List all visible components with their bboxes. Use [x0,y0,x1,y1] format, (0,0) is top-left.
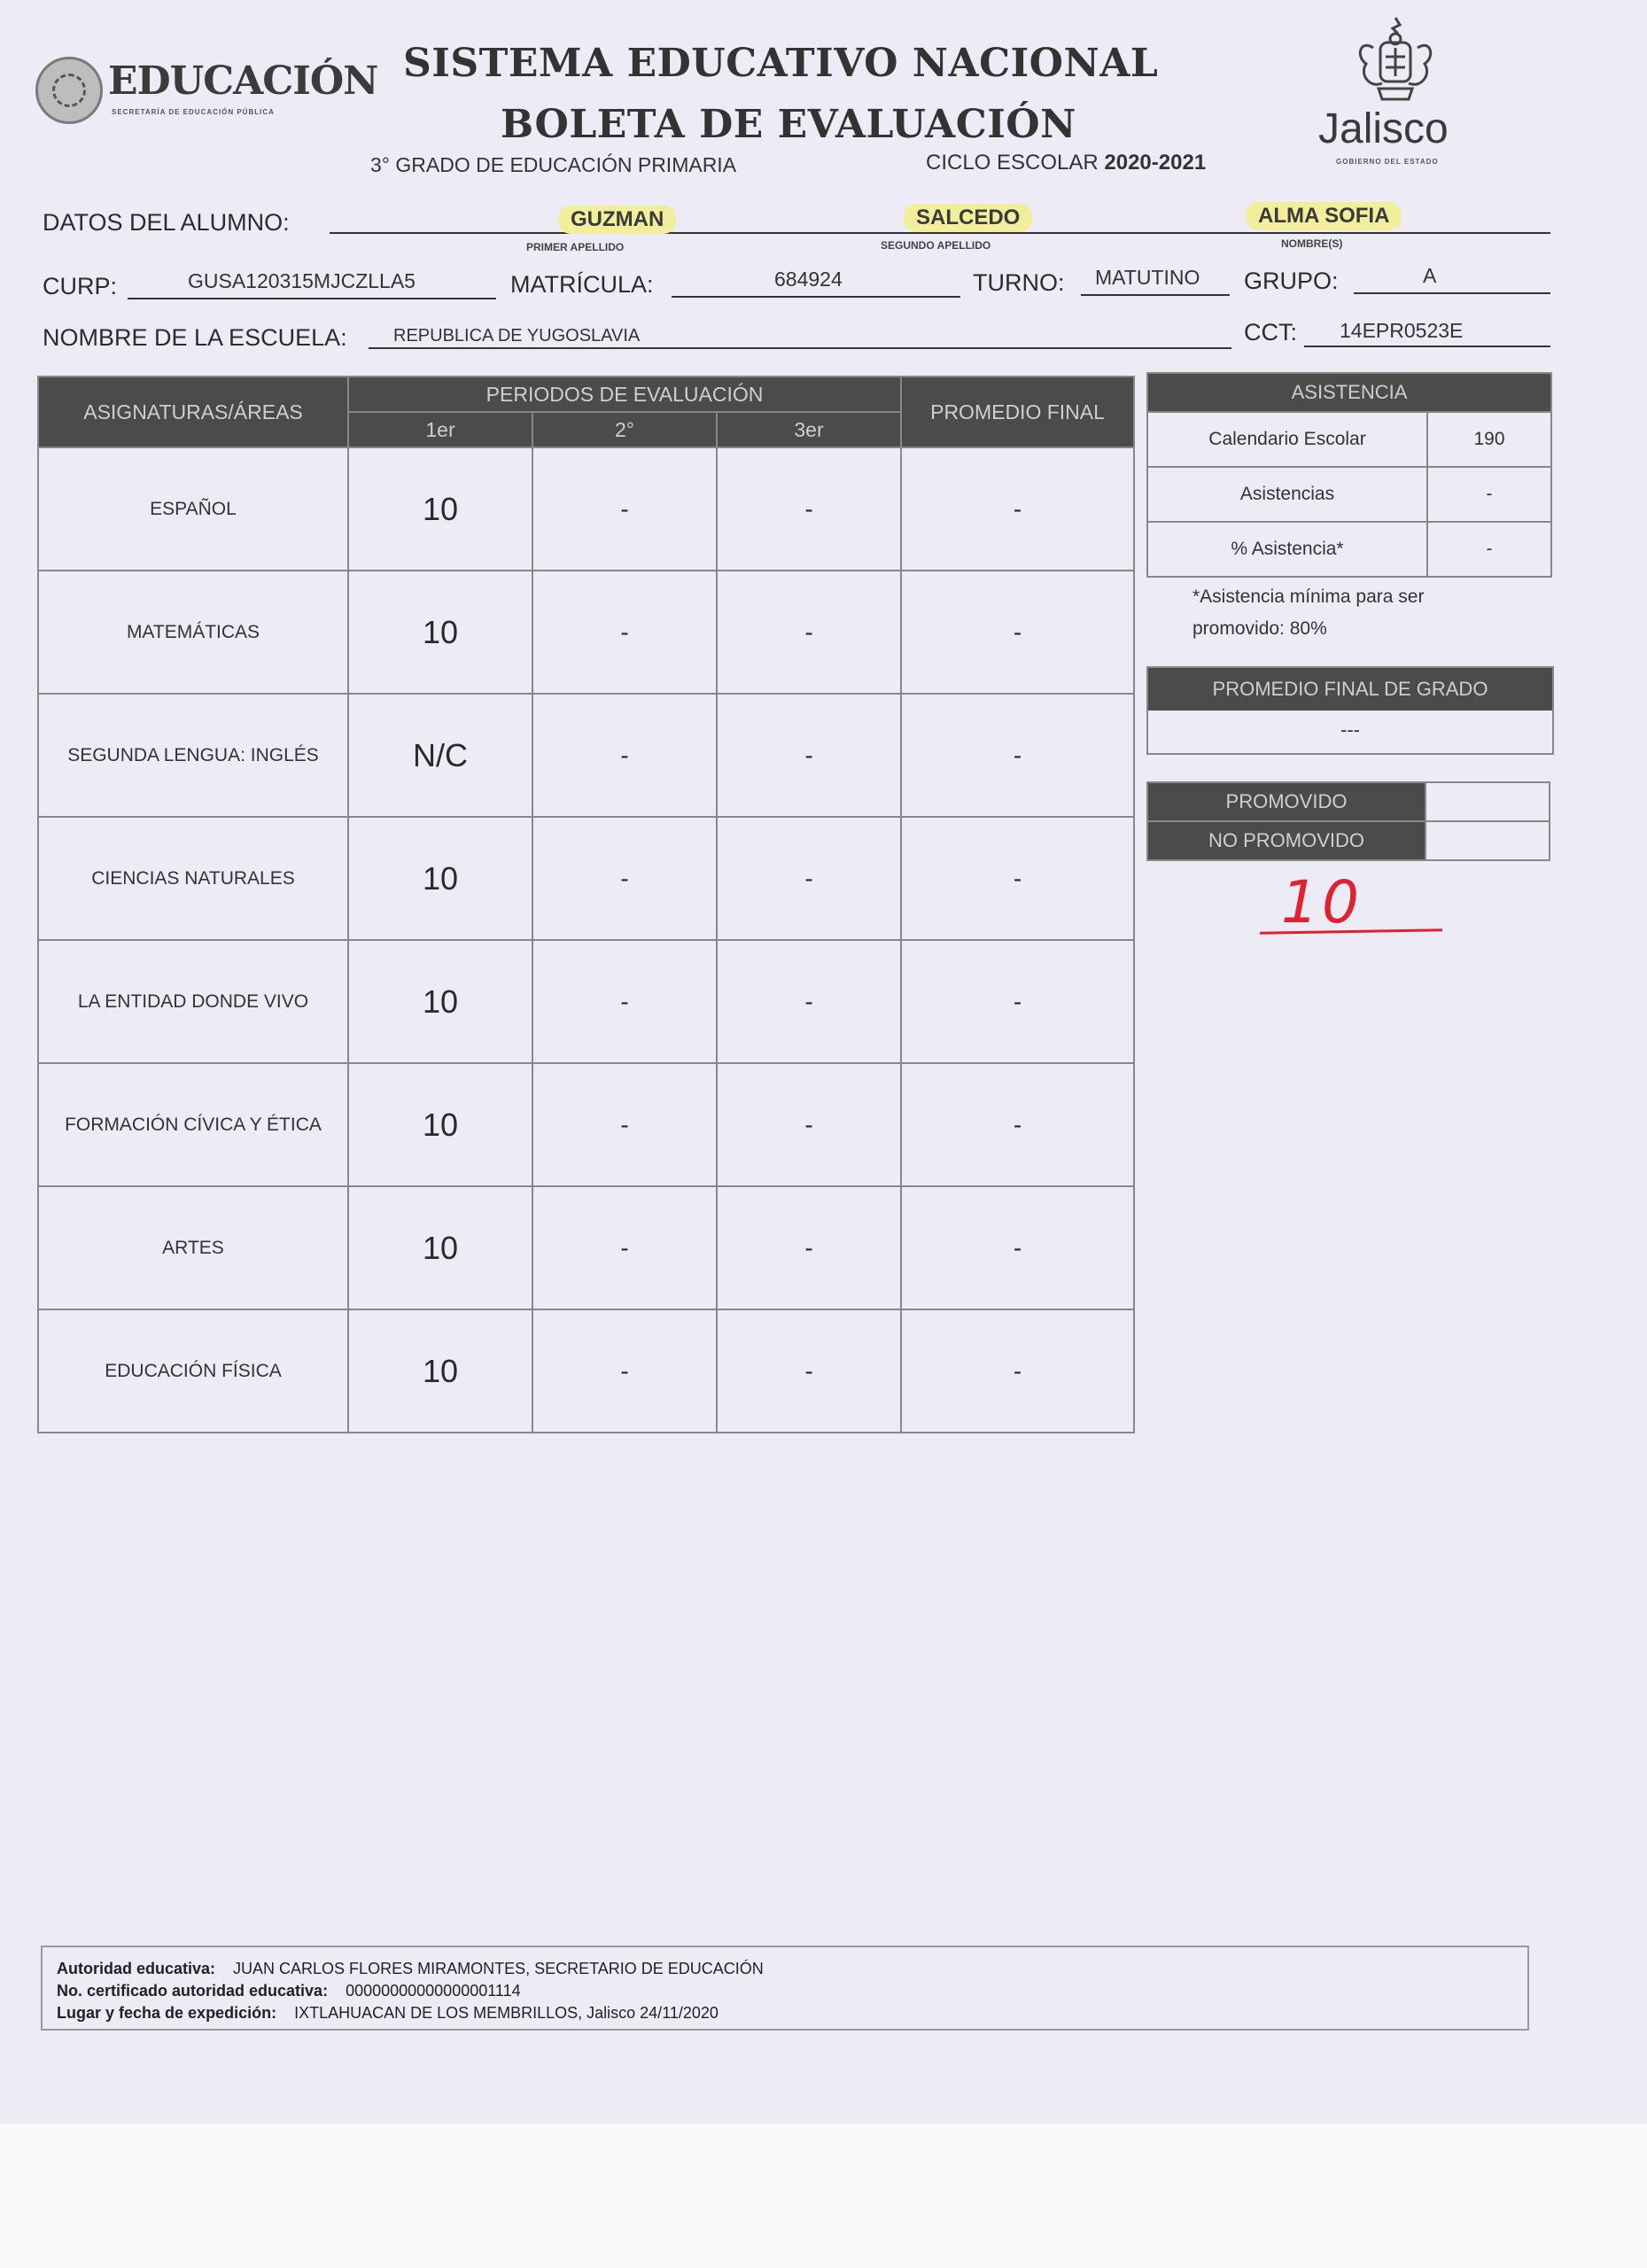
period-3-grade: - [717,940,901,1063]
period-1-grade: 10 [348,940,532,1063]
period-2-grade: - [532,694,717,817]
period-header: 2° [532,412,717,447]
sep-logo [35,55,378,126]
cct-label: CCT: [1244,319,1297,346]
handwritten-grade: 10 [1281,868,1363,936]
grade-row [38,571,1134,694]
logo-text: EDUCACIÓN [108,58,378,104]
matricula-value: 684924 [774,268,843,291]
period-2-grade: - [532,571,717,694]
attendance-value: - [1427,467,1551,522]
period-1-grade: 10 [348,1063,532,1186]
period-3-grade: - [717,1063,901,1186]
final-average: - [901,1309,1134,1433]
name-line [330,232,1550,234]
turno-line [1081,294,1230,296]
period-header: 1er [348,412,532,447]
subject-name: FORMACIÓN CÍVICA Y ÉTICA [38,1063,348,1186]
title-report: BOLETA DE EVALUACIÓN [501,102,1076,147]
authority-value: JUAN CARLOS FLORES MIRAMONTES, SECRETARIO DE EDUCACIÓN [233,1960,764,1977]
student-data-label: DATOS DEL ALUMNO: [43,209,290,236]
period-header: 3er [717,412,901,447]
attendance-label: Asistencias [1147,467,1427,522]
cct-line [1304,346,1550,347]
cct-value: 14EPR0523E [1340,319,1464,342]
subject-name: SEGUNDA LENGUA: INGLÉS [38,694,348,817]
authority-label: Autoridad educativa: [57,1960,216,1977]
grade-row [38,1309,1134,1433]
cycle-value: 2020-2021 [1104,151,1207,175]
period-1-grade: 10 [348,447,532,571]
school-cycle [926,151,1206,175]
grade-row [38,694,1134,817]
final-grade-value: --- [1340,718,1360,741]
curp-line [128,298,496,299]
subject-name: EDUCACIÓN FÍSICA [38,1309,348,1433]
period-3-grade: - [717,1309,901,1433]
period-3-grade: - [717,447,901,571]
period-2-grade: - [532,817,717,940]
certificate-label: No. certificado autoridad educativa: [57,1982,329,2000]
promoted-checkbox [1426,782,1550,821]
periods-header: PERIODOS DE EVALUACIÓN [348,377,901,412]
logo-subtext: SECRETARÍA DE EDUCACIÓN PÚBLICA [112,108,275,116]
period-1-grade: 10 [348,571,532,694]
issuing-authority-box [41,1946,1529,2031]
school-value: REPUBLICA DE YUGOSLAVIA [393,326,641,346]
period-3-grade: - [717,817,901,940]
grupo-line [1354,292,1550,294]
final-average: - [901,817,1134,940]
issue-place-label: Lugar y fecha de expedición: [57,2004,277,2022]
grade-row [38,447,1134,571]
final-average: - [901,694,1134,817]
attendance-value: - [1427,522,1551,577]
subjects-header: ASIGNATURAS/ÁREAS [38,377,348,447]
attendance-note: *Asistencia mínima para ser promovido: 80% [1193,586,1425,639]
second-surname: SALCEDO [904,204,1032,232]
grupo-label: GRUPO: [1244,268,1339,294]
given-names-caption: NOMBRE(S) [1281,237,1343,250]
period-2-grade: - [532,1186,717,1309]
given-names: ALMA SOFIA [1246,202,1402,230]
certificate-value: 00000000000000001114 [346,1982,521,2000]
final-average: - [901,1063,1134,1186]
final-grade-header: PROMEDIO FINAL DE GRADO [1148,668,1552,711]
first-surname-caption: PRIMER APELLIDO [526,241,625,253]
turno-value: MATUTINO [1095,266,1200,289]
subject-name: ESPAÑOL [38,447,348,571]
final-average: - [901,571,1134,694]
promotion-table [1146,781,1550,861]
period-3-grade: - [717,694,901,817]
final-average: - [901,1186,1134,1309]
promoted-label: PROMOVIDO [1147,782,1426,821]
period-1-grade: 10 [348,1309,532,1433]
period-3-grade: - [717,571,901,694]
attendance-row [1147,522,1551,577]
jalisco-logo-text: Jalisco [1318,105,1449,152]
period-2-grade: - [532,940,717,1063]
attendance-row [1147,467,1551,522]
first-surname: GUZMAN [558,206,676,234]
grade-row [38,940,1134,1063]
school-line [369,347,1231,349]
cycle-label: CICLO ESCOLAR [926,151,1099,175]
attendance-value: 190 [1427,412,1551,467]
subject-name: LA ENTIDAD DONDE VIVO [38,940,348,1063]
matricula-line [672,296,960,298]
final-average: - [901,447,1134,571]
matricula-label: MATRÍCULA: [510,271,654,298]
period-1-grade: N/C [348,694,532,817]
subject-name: ARTES [38,1186,348,1309]
turno-label: TURNO: [973,269,1065,296]
period-1-grade: 10 [348,817,532,940]
attendance-label: Calendario Escolar [1147,412,1427,467]
grades-table [37,376,1135,1433]
grade-level: 3° GRADO DE EDUCACIÓN PRIMARIA [370,153,737,176]
issue-place-value: IXTLAHUACAN DE LOS MEMBRILLOS, Jalisco 24/11/2020 [294,2004,719,2022]
attendance-table [1146,372,1552,578]
period-2-grade: - [532,447,717,571]
subject-name: CIENCIAS NATURALES [38,817,348,940]
grade-row [38,1186,1134,1309]
grupo-value: A [1423,264,1437,287]
attendance-label: % Asistencia* [1147,522,1427,577]
period-1-grade: 10 [348,1186,532,1309]
final-average-header: PROMEDIO FINAL [901,377,1134,447]
second-surname-caption: SEGUNDO APELLIDO [881,239,991,252]
jalisco-logo-subtext: GOBIERNO DEL ESTADO [1336,158,1439,166]
period-3-grade: - [717,1186,901,1309]
curp-value: GUSA120315MJCZLLA5 [188,269,416,292]
attendance-header: ASISTENCIA [1147,373,1551,412]
not-promoted-checkbox [1426,821,1550,860]
period-2-grade: - [532,1309,717,1433]
subject-name: MATEMÁTICAS [38,571,348,694]
not-promoted-label: NO PROMOVIDO [1147,821,1426,860]
attendance-row [1147,412,1551,467]
final-grade-box [1146,666,1554,755]
grade-row [38,1063,1134,1186]
national-seal-icon [35,57,103,124]
period-2-grade: - [532,1063,717,1186]
jalisco-crest-icon [1347,12,1444,105]
grade-row [38,817,1134,940]
final-average: - [901,940,1134,1063]
title-system: SISTEMA EDUCATIVO NACIONAL [403,41,1159,86]
school-label: NOMBRE DE LA ESCUELA: [43,324,347,351]
curp-label: CURP: [43,273,118,299]
